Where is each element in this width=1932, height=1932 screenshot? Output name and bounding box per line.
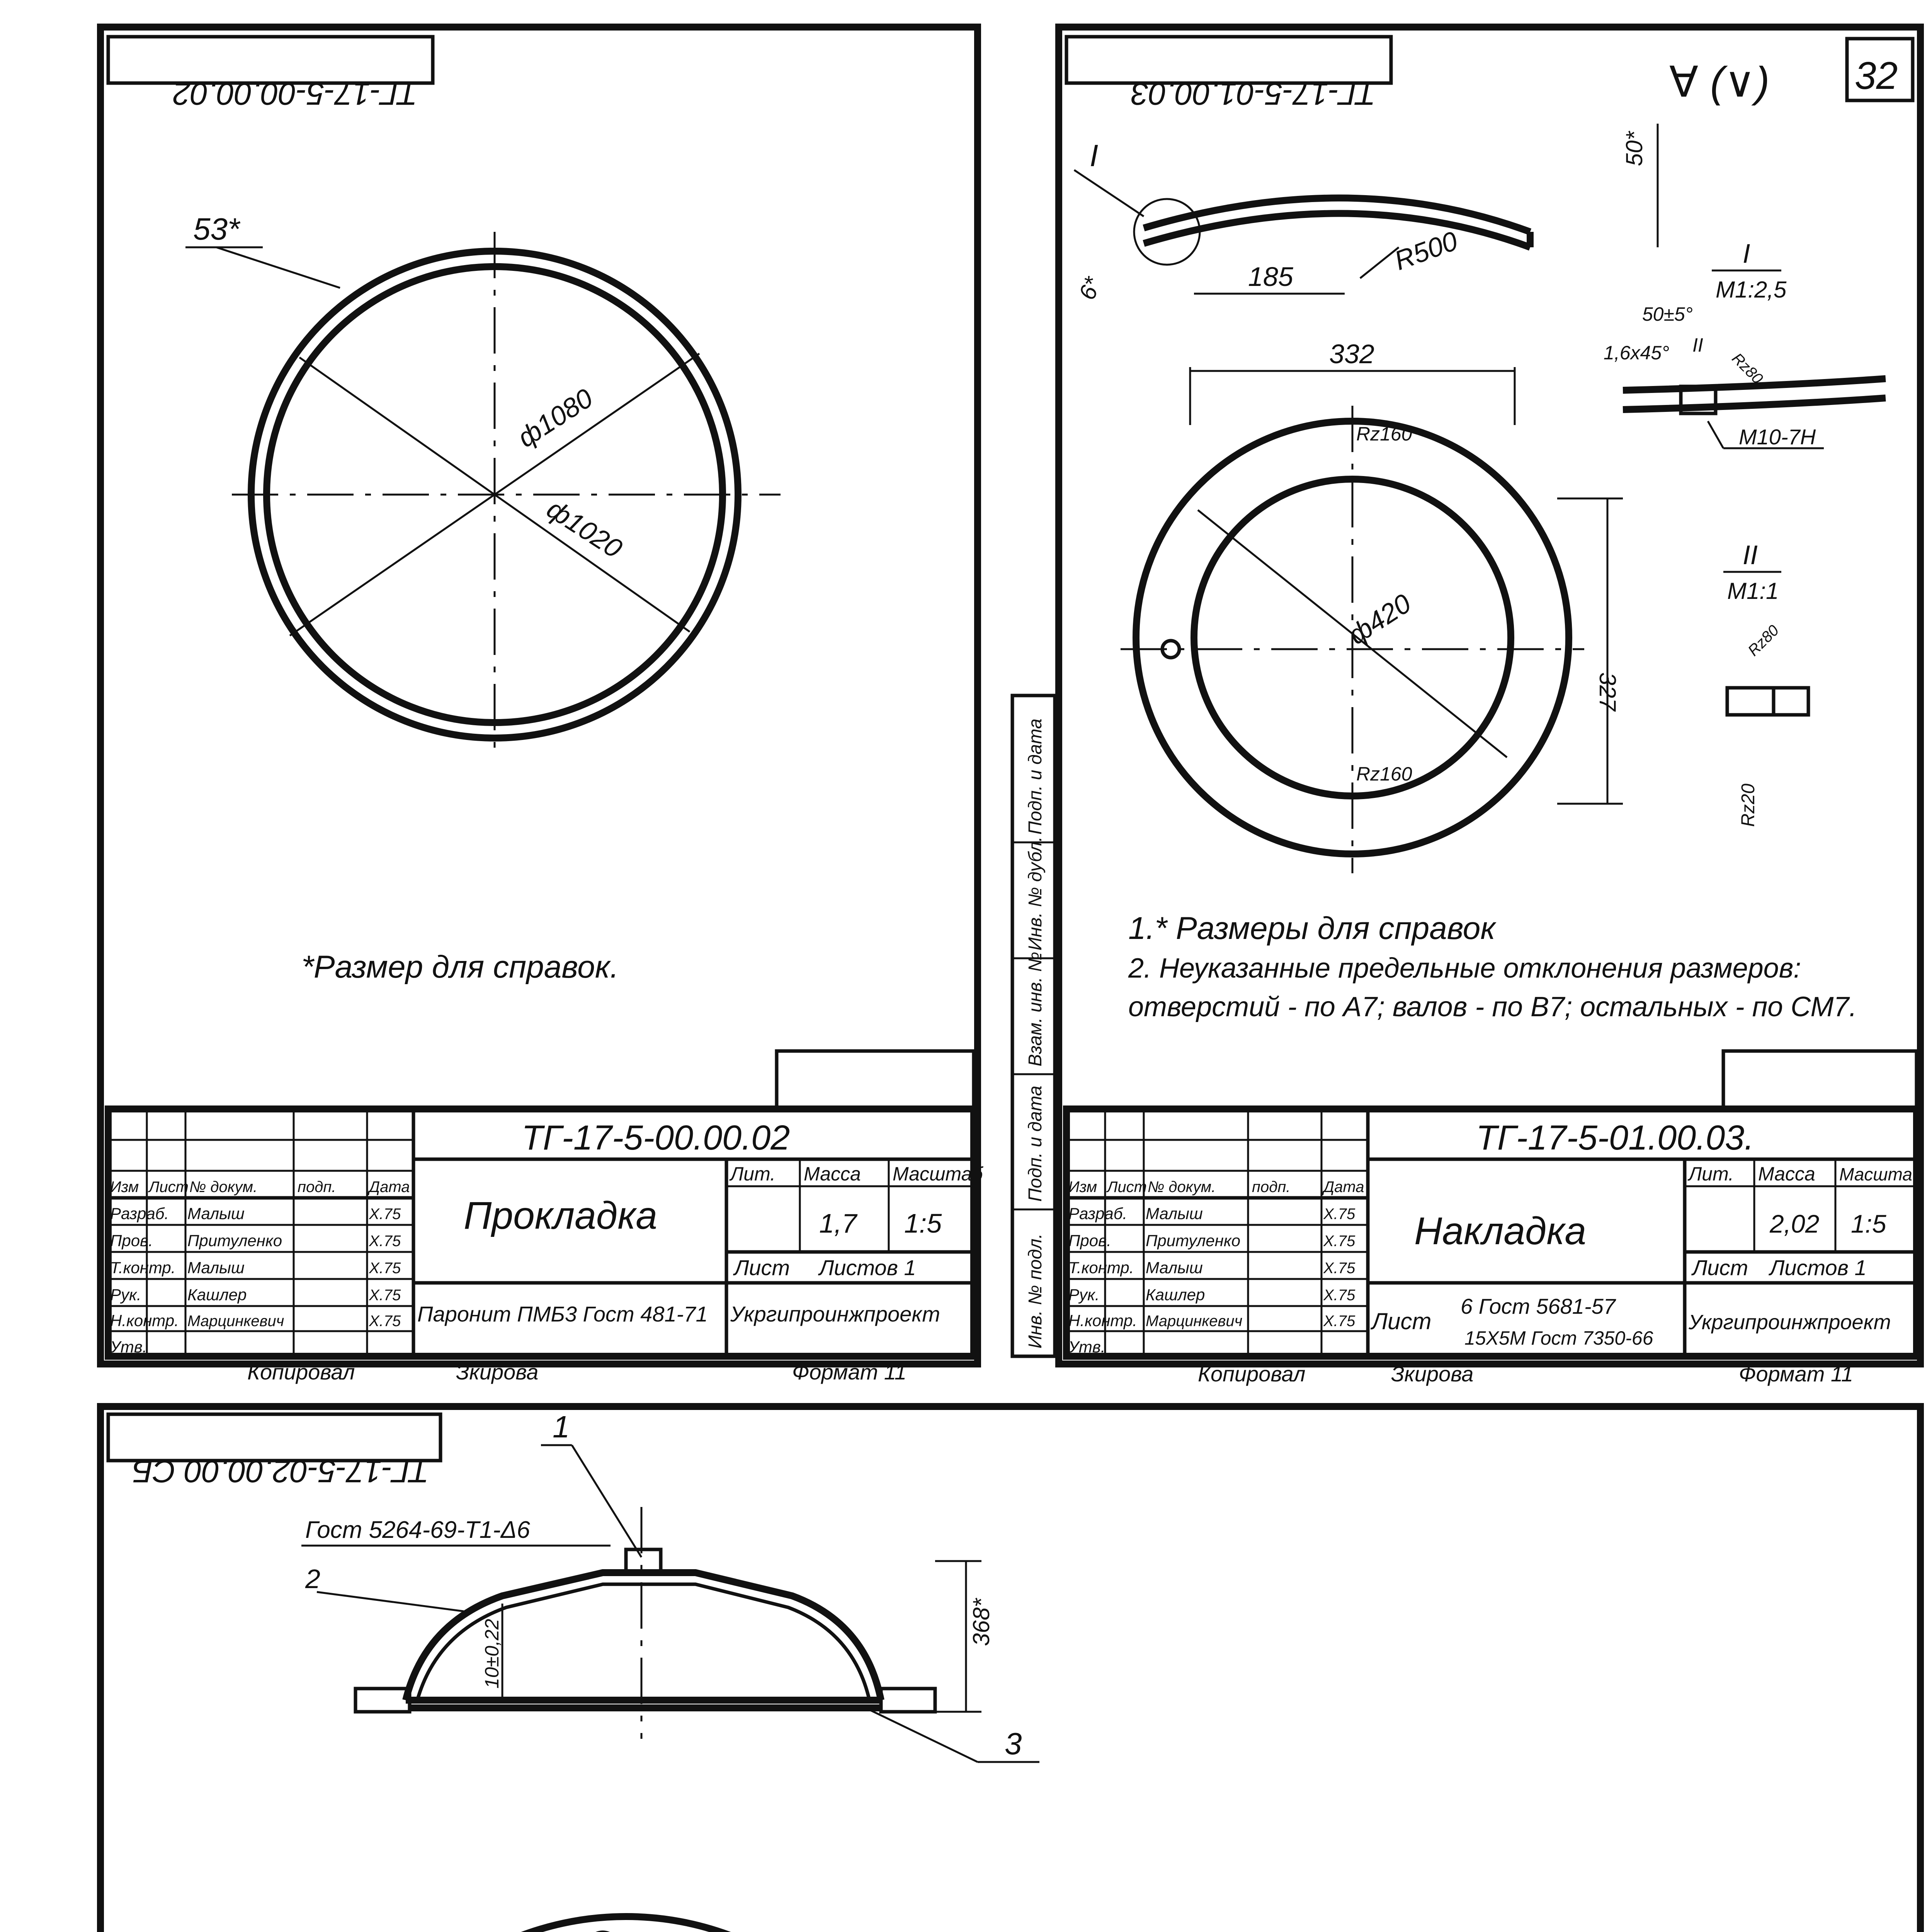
sheet3-weld: Гост 5264-69-Т1-Δ6	[305, 1517, 530, 1543]
sheet2-role-1: Пров.	[1068, 1231, 1111, 1250]
sheet1-role-5: Утв.	[110, 1338, 147, 1356]
sheet2-chamfer: 1,6х45°	[1604, 342, 1670, 364]
sheet-number: 32	[1855, 54, 1898, 97]
sheet2-rz-top: Rz160	[1356, 423, 1412, 445]
sheet1-date-1: X.75	[369, 1233, 401, 1250]
sheet2-dim-185: 185	[1248, 262, 1293, 292]
sheet2-organization: Укргипроинжпроект	[1689, 1311, 1891, 1334]
sheet2-role-2: Т.контр.	[1068, 1259, 1134, 1277]
sheet1-hdr-lit: Лит.	[730, 1163, 776, 1185]
sheet1-dim-outer-dia: ф1080	[512, 383, 598, 453]
side-stamp-cell-4: Подп. и дата	[1025, 718, 1046, 835]
sheet2-role-5: Утв.	[1068, 1338, 1105, 1356]
sheet2-view1-callout: I	[1090, 138, 1099, 173]
sheet2-col-izm: Изм	[1068, 1179, 1097, 1196]
sheet2-dim-50: 50*	[1621, 131, 1647, 166]
sheet2-dim-327: 327	[1595, 672, 1621, 711]
sheet2-person-2: Малыш	[1146, 1259, 1203, 1277]
sheet2-mass: 2,02	[1770, 1209, 1820, 1238]
sheet2-dim-332: 332	[1329, 339, 1374, 369]
sheet2-date-2: X.75	[1323, 1260, 1355, 1277]
sheet2-rz80: Rz80	[1728, 350, 1766, 388]
sheet2-scale1: М1:2,5	[1716, 277, 1787, 303]
sheet1-hdr-scale: Масштаб	[893, 1163, 983, 1185]
sheet1-col-date: Дата	[369, 1179, 410, 1196]
sheet3-pos-2: 2	[305, 1564, 320, 1594]
sheet1-gasket-drawing	[185, 232, 781, 757]
sheet2-note-1: 1.* Размеры для справок	[1128, 911, 1496, 946]
sheet1-copier: Зкирова	[456, 1360, 539, 1384]
side-stamp-cell-3: Инв. № дубл.	[1025, 836, 1046, 951]
sheet2-role-3: Рук.	[1068, 1286, 1100, 1304]
sheet1-person-1: Притуленко	[187, 1231, 282, 1250]
sheet2-pad-profile	[1074, 124, 1658, 294]
sheet1-person-3: Кашлер	[187, 1286, 247, 1304]
sheet1-col-izm: Изм	[110, 1179, 139, 1196]
sheet1-date-0: X.75	[369, 1206, 401, 1223]
sheet1-col-sign: подп.	[298, 1179, 336, 1196]
sheet1-date-4: X.75	[369, 1313, 401, 1330]
sheet1-date-2: X.75	[369, 1260, 401, 1277]
sheet2-thread-callout: М10-7Н	[1739, 425, 1816, 449]
sheet2-note-2: 2. Неуказанные предельные отклонения размеров:	[1128, 953, 1801, 984]
sheet1-person-4: Марцинкевич	[187, 1313, 284, 1330]
sheet3-cover-section	[301, 1445, 1039, 1762]
sheet1-role-3: Рук.	[110, 1286, 141, 1304]
sheet1-dim-inner-dia: ф1020	[541, 493, 628, 564]
sheet2-col-sign: подп.	[1252, 1179, 1291, 1196]
sheet1-role-2: Т.контр.	[110, 1259, 176, 1277]
sheet2-material-top: 6 Гост 5681-57	[1461, 1294, 1616, 1318]
sheet2-sheet: Лист	[1692, 1255, 1748, 1280]
sheet1-mass: 1,7	[819, 1208, 857, 1238]
sheet1-code-mirrored: ТГ-17-5-00.00.02	[173, 76, 417, 111]
sheet3-pos-1: 1	[553, 1410, 570, 1444]
sheet1-person-2: Малыш	[187, 1259, 245, 1277]
sheet2-date-3: X.75	[1323, 1287, 1355, 1304]
sheet2-date-0: X.75	[1323, 1206, 1355, 1223]
sheet2-format: Формат 11	[1739, 1362, 1854, 1386]
sheet1-material: Паронит ПМБ3 Гост 481-71	[417, 1302, 708, 1326]
side-stamp-cell-0: Инв. № подл.	[1025, 1233, 1046, 1349]
sheet2-person-3: Кашлер	[1146, 1286, 1205, 1304]
sheet1-format: Формат 11	[792, 1360, 907, 1384]
sheet1-organization: Укргипроинжпроект	[730, 1302, 940, 1326]
sheet2-date-4: X.75	[1323, 1313, 1355, 1330]
sheet1-copied: Копировал	[247, 1360, 355, 1384]
sheet2-hdr-scale: Масштаб	[1839, 1164, 1922, 1184]
sheet2-sheet-word: Лист	[1372, 1308, 1432, 1334]
sheet2-col-date: Дата	[1323, 1179, 1364, 1196]
sheet3-code-mirrored: ТГ-17-5-02.00.00 СБ	[132, 1454, 429, 1489]
sheet2-date-1: X.75	[1323, 1233, 1355, 1250]
sheet2-view2-small: II	[1692, 334, 1703, 356]
sheet1-hdr-mass: Масса	[804, 1163, 861, 1185]
sheet3-pos-3: 3	[1005, 1726, 1022, 1761]
sheet2-dim-420: ф420	[1343, 588, 1417, 650]
sheet2-rz-bot: Rz160	[1356, 763, 1412, 785]
sheet2-role-4: Н.контр.	[1068, 1311, 1137, 1330]
sheet3-cover-plan	[270, 1917, 923, 1932]
sheet2-view1-label: I	[1743, 238, 1750, 269]
sheet2-rz20: Rz20	[1738, 783, 1759, 827]
sheet2-dim-6: 6*	[1074, 274, 1106, 303]
sheet2-rz80b: Rz80	[1745, 622, 1782, 660]
sheet1-sheet: Лист	[734, 1255, 790, 1280]
sheet2-copied: Копировал	[1198, 1362, 1306, 1386]
sheet3-dim-368: 368*	[968, 1598, 994, 1646]
sheet1-person-0: Малыш	[187, 1204, 245, 1223]
sheet2-sheets: Листов 1	[1770, 1255, 1867, 1280]
sheet2-scale2: М1:1	[1727, 578, 1779, 604]
sheet2-designation: ТГ-17-5-01.00.03.	[1476, 1119, 1754, 1157]
sheet1-role-4: Н.контр.	[110, 1311, 179, 1330]
side-stamp-cell-2: Взам. инв. №	[1025, 952, 1046, 1066]
sheet2-col-list: Лист	[1107, 1179, 1147, 1196]
sheet2-role-0: Разраб.	[1068, 1204, 1127, 1223]
sheet1-role-0: Разраб.	[110, 1204, 169, 1223]
sheet1-sheets: Листов 1	[819, 1255, 916, 1280]
sheet2-scale: 1:5	[1851, 1209, 1886, 1238]
roughness-mark: ∀ (∨)	[1669, 58, 1770, 106]
side-stamp-cell-1: Подп. и дата	[1025, 1085, 1046, 1202]
sheet2-note-3: отверстий - по А7; валов - по В7; остальных - по СМ7.	[1128, 992, 1857, 1022]
sheet2-view2-label: II	[1743, 540, 1758, 570]
sheet1-col-doc: № докум.	[189, 1179, 258, 1196]
sheet2-material-bottom: 15Х5М Гост 7350-66	[1464, 1327, 1653, 1349]
sheet1-date-3: X.75	[369, 1287, 401, 1304]
sheet1-role-1: Пров.	[110, 1231, 153, 1250]
sheet1-designation: ТГ-17-5-00.00.02	[522, 1119, 790, 1157]
sheet1-note: *Размер для справок.	[301, 949, 619, 985]
sheet2-copier: Зкирова	[1391, 1362, 1474, 1386]
sheet2-person-4: Марцинкевич	[1146, 1313, 1243, 1330]
sheet1-dim-width: 53*	[193, 212, 240, 246]
sheet1-scale: 1:5	[904, 1208, 942, 1238]
sheet2-person-1: Притуленко	[1146, 1231, 1241, 1250]
sheet2-code-mirrored: ТГ-17-5-01.00.03	[1131, 76, 1376, 111]
sheet2-dim-r500: R500	[1390, 225, 1462, 276]
sheet2-hdr-lit: Лит.	[1689, 1163, 1734, 1185]
sheet2-hdr-mass: Масса	[1758, 1163, 1815, 1185]
sheet1-col-list: Лист	[149, 1179, 189, 1196]
sheet2-person-0: Малыш	[1146, 1204, 1203, 1223]
sheet1-part-name: Прокладка	[464, 1194, 658, 1237]
sheet2-angle: 50±5°	[1642, 303, 1693, 325]
sheet3-dim-10: 10±0,22	[481, 1619, 503, 1689]
sheet2-col-doc: № докум.	[1148, 1179, 1216, 1196]
sheet2-part-name: Накладка	[1414, 1209, 1587, 1253]
